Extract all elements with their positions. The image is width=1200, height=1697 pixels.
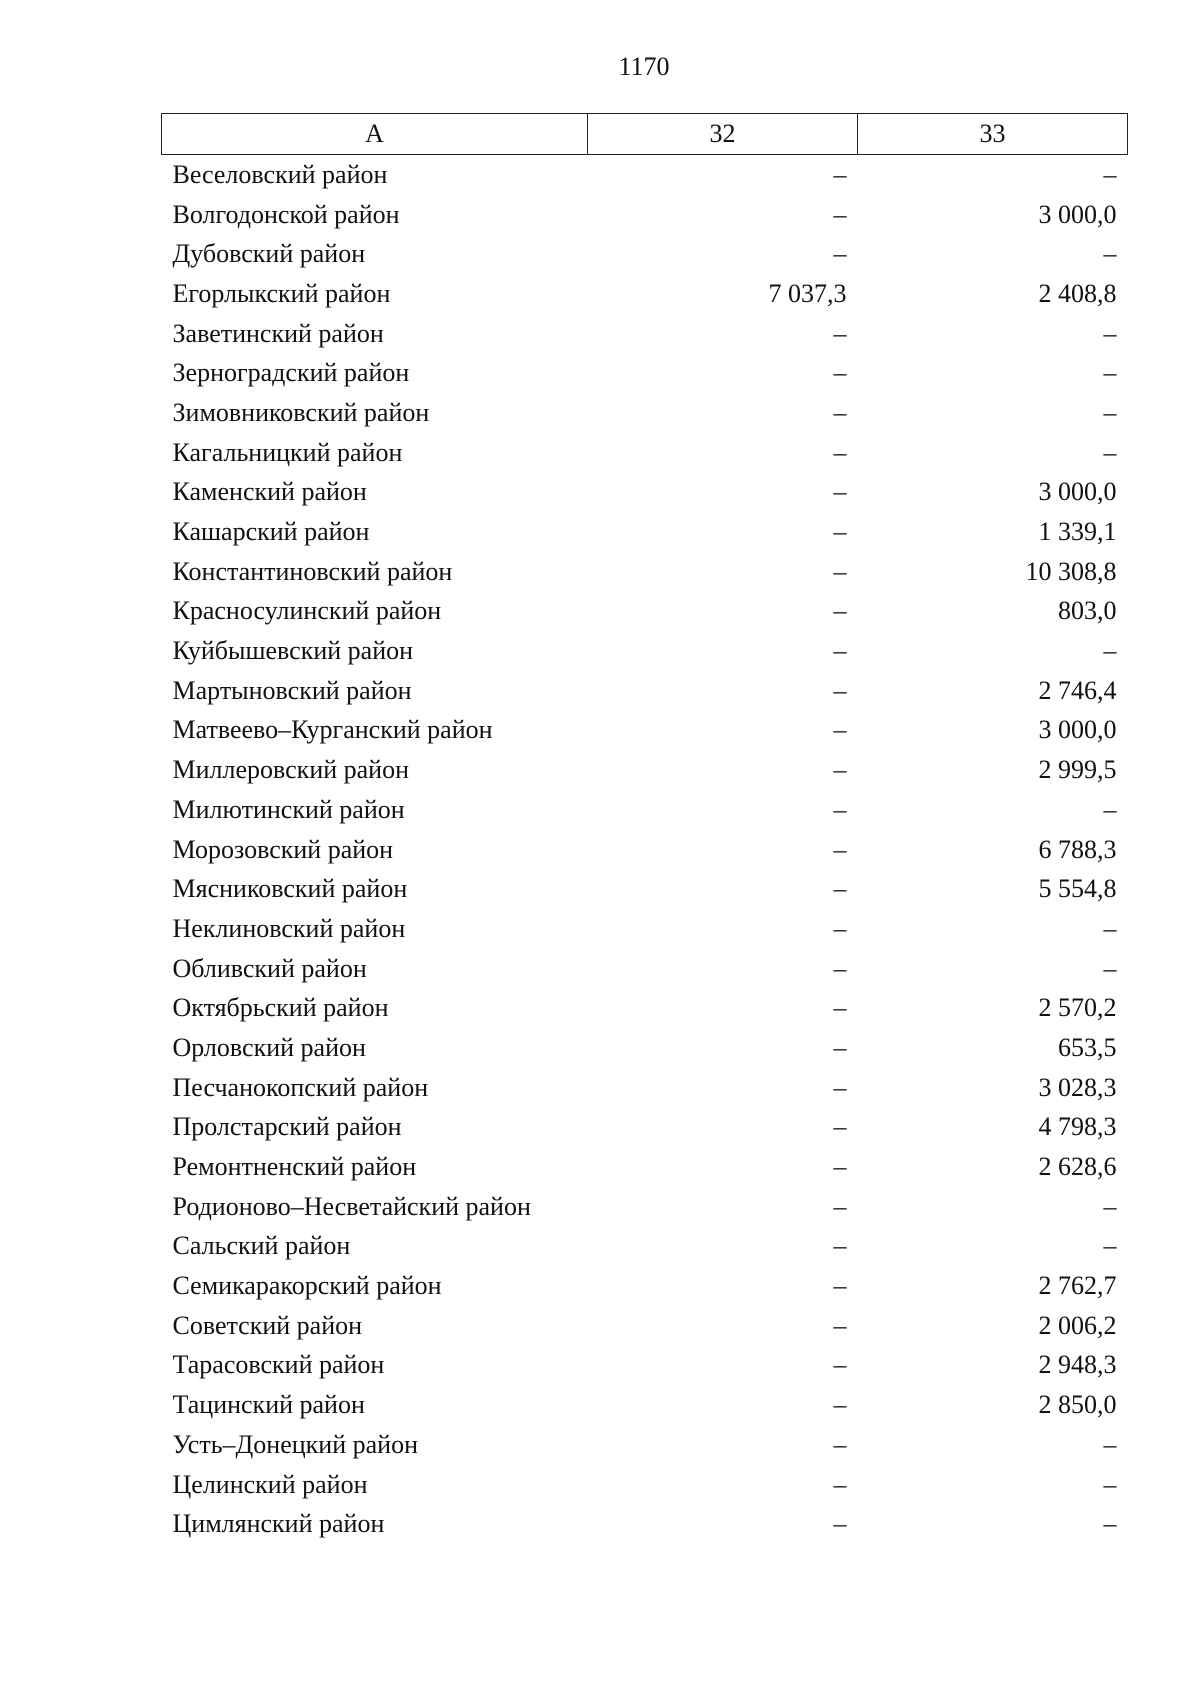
value-32-cell: – [833, 675, 847, 705]
table-row [162, 155, 1128, 195]
table-row [162, 1346, 1128, 1386]
value-32-cell: – [833, 437, 847, 467]
value-33-cell: 2 948,3 [1038, 1350, 1117, 1380]
value-33-cell: 4 798,3 [1038, 1112, 1117, 1142]
value-32-cell: – [833, 715, 847, 745]
table-row [162, 1306, 1128, 1346]
value-32-cell: – [833, 318, 847, 348]
district-name-cell: Неклиновский район [172, 913, 406, 943]
value-33-cell: 2 762,7 [1038, 1271, 1117, 1301]
district-name-cell: Мясниковский район [172, 874, 408, 904]
table-row [162, 234, 1128, 274]
table-row [162, 790, 1128, 830]
table-row [162, 1465, 1128, 1505]
data-table [161, 113, 1128, 1544]
district-name-cell: Родионово–Несветайский район [172, 1191, 531, 1221]
district-name-cell: Тарасовский район [172, 1350, 385, 1380]
table-row [162, 1266, 1128, 1306]
district-name-cell: Тацинский район [172, 1390, 365, 1420]
value-32-cell: – [833, 556, 847, 586]
value-32-cell: – [833, 477, 847, 507]
value-32-cell: – [833, 1112, 847, 1142]
district-name-cell: Советский район [172, 1310, 363, 1340]
district-name-cell: Куйбышевский район [172, 636, 414, 666]
value-32-cell: – [833, 1271, 847, 1301]
value-33-cell: 803,0 [1058, 596, 1117, 626]
table-row [162, 274, 1128, 314]
value-33-cell: 10 308,8 [1025, 556, 1117, 586]
value-33-cell: – [1103, 794, 1117, 824]
value-32-cell: – [833, 1390, 847, 1420]
value-32-cell: – [833, 239, 847, 269]
value-33-cell: 2 746,4 [1038, 675, 1117, 705]
value-33-cell: – [1103, 318, 1117, 348]
district-name-cell: Константиновский район [172, 556, 453, 586]
district-name-cell: Волгодонской район [172, 199, 400, 229]
district-name-cell: Ремонтненский район [172, 1152, 417, 1182]
district-name-cell: Октябрьский район [172, 993, 389, 1023]
table-row [162, 473, 1128, 513]
value-33-cell: – [1103, 1231, 1117, 1261]
value-33-cell: 1 339,1 [1038, 517, 1117, 547]
value-32-cell: – [833, 755, 847, 785]
table-row [162, 750, 1128, 790]
table-row [162, 1504, 1128, 1544]
value-32-cell: – [833, 1350, 847, 1380]
value-33-cell: 2 999,5 [1038, 755, 1117, 785]
table-row [162, 353, 1128, 393]
value-32-cell: – [833, 953, 847, 983]
value-32-cell: – [833, 596, 847, 626]
value-33-cell: – [1103, 358, 1117, 388]
table-row [162, 1108, 1128, 1148]
table-header [162, 114, 1128, 155]
value-33-cell: – [1103, 1191, 1117, 1221]
value-33-cell: – [1103, 1469, 1117, 1499]
table-row [162, 433, 1128, 473]
district-name-cell: Мартыновский район [172, 675, 412, 705]
table-row [162, 1385, 1128, 1425]
value-33-cell: 2 408,8 [1038, 278, 1117, 308]
value-32-cell: – [833, 834, 847, 864]
value-33-cell: 3 000,0 [1038, 477, 1117, 507]
value-32-cell: – [833, 199, 847, 229]
value-32-cell: – [833, 913, 847, 943]
header-row [162, 114, 1128, 155]
value-33-cell: 2 628,6 [1038, 1152, 1117, 1182]
district-name-cell: Милютинский район [172, 794, 405, 824]
district-name-cell: Зерноградский район [172, 358, 410, 388]
table-row [162, 1147, 1128, 1187]
value-32-cell: – [833, 517, 847, 547]
value-33-cell: 2 850,0 [1038, 1390, 1117, 1420]
value-33-cell: – [1103, 953, 1117, 983]
table-row [162, 512, 1128, 552]
table-row [162, 314, 1128, 354]
value-32-cell: – [833, 1310, 847, 1340]
page-number: 1170 [618, 52, 670, 81]
value-33-cell: – [1103, 437, 1117, 467]
district-name-cell: Усть–Донецкий район [172, 1429, 418, 1459]
value-33-cell: – [1103, 913, 1117, 943]
value-32-cell: – [833, 794, 847, 824]
value-33-cell: 3 000,0 [1038, 199, 1117, 229]
district-name-cell: Кашарский район [172, 517, 370, 547]
value-33-cell: – [1103, 1509, 1117, 1539]
value-32-cell: – [833, 159, 847, 189]
table-row [162, 988, 1128, 1028]
table-row [162, 552, 1128, 592]
district-name-cell: Миллеровский район [172, 755, 410, 785]
column-header-33: 33 [858, 114, 1128, 155]
table-row [162, 631, 1128, 671]
value-32-cell: – [833, 1231, 847, 1261]
value-32-cell: – [833, 1072, 847, 1102]
value-33-cell: – [1103, 239, 1117, 269]
district-name-cell: Веселовский район [172, 159, 388, 189]
value-33-cell: – [1103, 1429, 1117, 1459]
value-32-cell: – [833, 874, 847, 904]
table-row [162, 1068, 1128, 1108]
value-33-cell: 3 000,0 [1038, 715, 1117, 745]
district-name-cell: Песчанокопский район [172, 1072, 429, 1102]
value-32-cell: – [833, 993, 847, 1023]
data-table-container [161, 113, 1127, 1544]
table-row [162, 1187, 1128, 1227]
table-row [162, 830, 1128, 870]
value-33-cell: 2 570,2 [1038, 993, 1117, 1023]
table-row [162, 909, 1128, 949]
table-row [162, 949, 1128, 989]
value-33-cell: 2 006,2 [1038, 1310, 1117, 1340]
value-32-cell: – [833, 1191, 847, 1221]
table-row [162, 592, 1128, 632]
district-name-cell: Каменский район [172, 477, 367, 507]
district-name-cell: Егорлыкский район [172, 278, 391, 308]
value-32-cell: – [833, 636, 847, 666]
table-row [162, 671, 1128, 711]
value-33-cell: 3 028,3 [1038, 1072, 1117, 1102]
district-name-cell: Кагальницкий район [172, 437, 403, 467]
value-33-cell: – [1103, 636, 1117, 666]
value-32-cell: – [833, 1429, 847, 1459]
table-row [162, 711, 1128, 751]
district-name-cell: Семикаракорский район [172, 1271, 442, 1301]
column-header-32: 32 [588, 114, 858, 155]
district-name-cell: Целинский район [172, 1469, 368, 1499]
value-33-cell: – [1103, 159, 1117, 189]
value-32-cell: 7 037,3 [768, 278, 847, 308]
value-33-cell: 6 788,3 [1038, 834, 1117, 864]
table-body [162, 155, 1128, 1545]
table-row [162, 195, 1128, 235]
district-name-cell: Пролстарский район [172, 1112, 402, 1142]
district-name-cell: Орловский район [172, 1032, 366, 1062]
value-33-cell: – [1103, 397, 1117, 427]
table-row [162, 1227, 1128, 1267]
value-33-cell: 5 554,8 [1038, 874, 1117, 904]
district-name-cell: Сальский район [172, 1231, 351, 1261]
value-33-cell: 653,5 [1058, 1032, 1117, 1062]
value-32-cell: – [833, 397, 847, 427]
table-row [162, 1425, 1128, 1465]
value-32-cell: – [833, 358, 847, 388]
district-name-cell: Морозовский район [172, 834, 394, 864]
column-header-a: А [162, 114, 588, 155]
district-name-cell: Дубовский район [172, 239, 366, 269]
value-32-cell: – [833, 1032, 847, 1062]
value-32-cell: – [833, 1469, 847, 1499]
district-name-cell: Заветинский район [172, 318, 384, 348]
table-row [162, 1028, 1128, 1068]
district-name-cell: Обливский район [172, 953, 367, 983]
district-name-cell: Зимовниковский район [172, 397, 430, 427]
value-32-cell: – [833, 1152, 847, 1182]
district-name-cell: Красносулинский район [172, 596, 442, 626]
district-name-cell: Матвеево–Курганский район [172, 715, 493, 745]
value-32-cell: – [833, 1509, 847, 1539]
district-name-cell: Цимлянский район [172, 1509, 385, 1539]
table-row [162, 869, 1128, 909]
table-row [162, 393, 1128, 433]
